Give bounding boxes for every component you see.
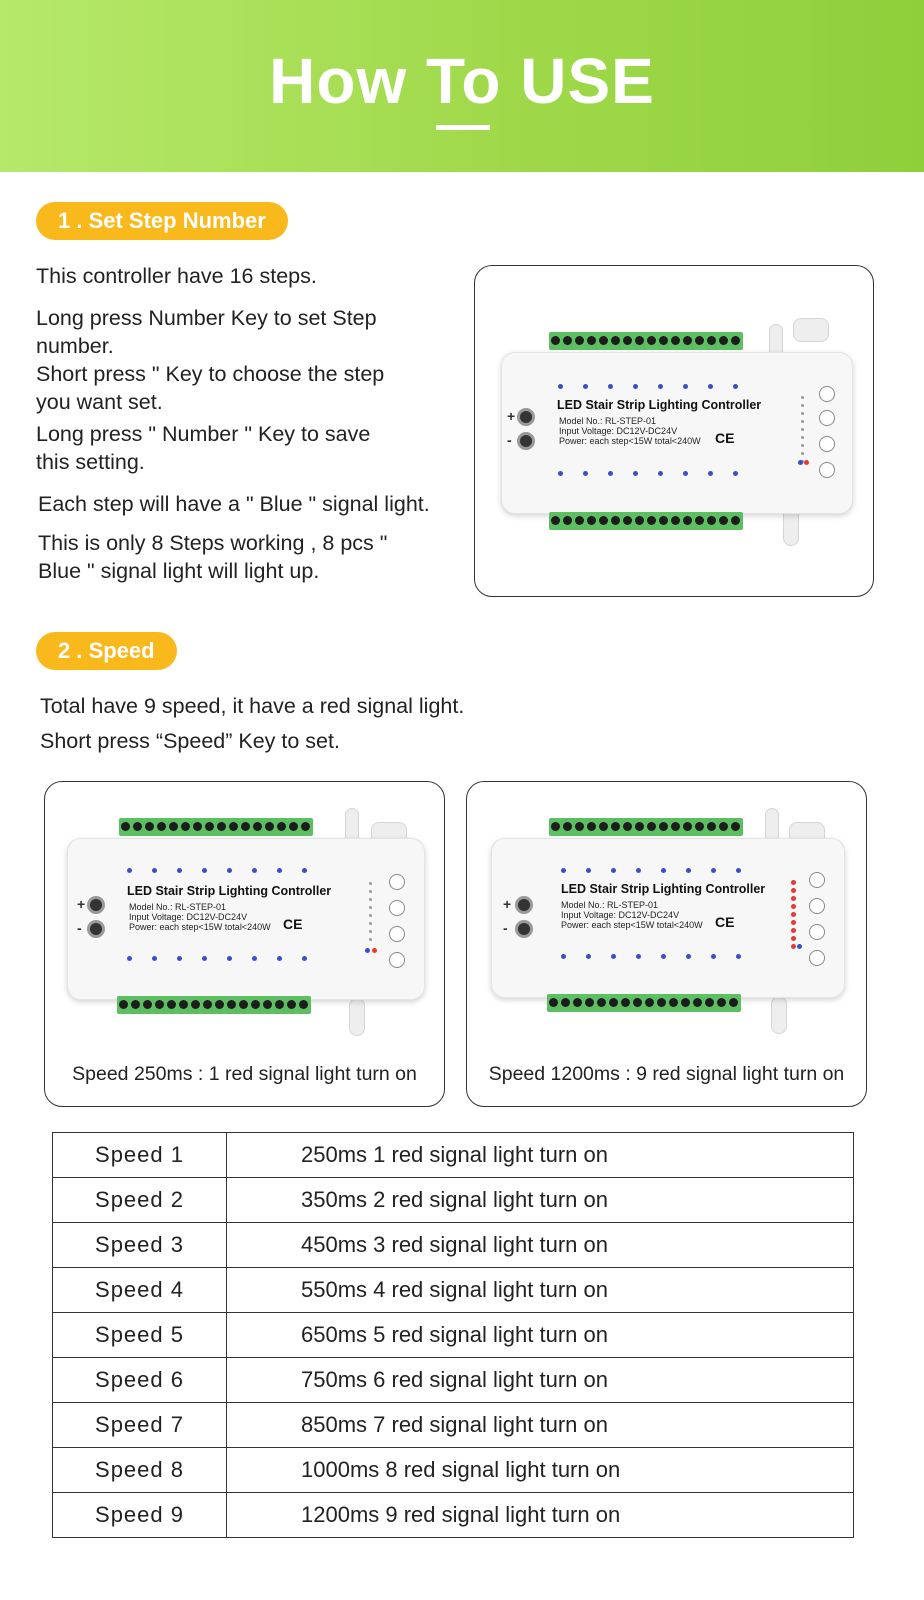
speed-cell: Speed 9 [53,1493,227,1538]
speed-key [809,924,825,940]
device-power: Power: each step<15W total<240W [561,920,703,930]
controller-card-blue-lights [474,265,874,597]
speed-card-250ms [44,781,445,1107]
speed-desc-cell: 250ms 1 red signal light turn on [227,1133,854,1178]
power-knob-icon [517,408,535,426]
table-row [53,1403,854,1448]
step-text-line: number. [36,334,114,358]
table-row [53,1223,854,1268]
device-model: Model No.: RL-STEP-01 [559,416,657,426]
page-title: How To USE [269,45,655,117]
speed-key [389,926,405,942]
table-row [53,1178,854,1223]
power-knob-icon [515,920,533,938]
speed-table [52,1132,854,1538]
step-text-line: Long press " Number " Key to save [36,422,371,446]
number-key [389,952,405,968]
brightness-key [809,872,825,888]
controller-device-image: + - LED Stair Strip Lighting Controller Model No.: RL-STEP-01 Input Voltage: DC12V-DC24V Power: each step<15W total<240W CE [483,808,853,1028]
time-delay-key [389,900,405,916]
step-text-line: This controller have 16 steps. [36,264,317,288]
ce-mark: CE [283,916,303,932]
brightness-key [819,386,835,402]
speed-cell: Speed 5 [53,1313,227,1358]
power-knob-icon [515,896,533,914]
time-delay-key [809,898,825,914]
step-text-line: Long press Number Key to set Step [36,306,377,330]
speed-cell: Speed 4 [53,1268,227,1313]
device-power: Power: each step<15W total<240W [129,922,271,932]
device-voltage: Input Voltage: DC12V-DC24V [129,912,248,922]
speed-cell: Speed 3 [53,1223,227,1268]
device-voltage: Input Voltage: DC12V-DC24V [559,426,678,436]
speed-key [819,436,835,452]
speed-card-1200ms [466,781,867,1107]
speed-desc-cell: 750ms 6 red signal light turn on [227,1358,854,1403]
section-pill-step-number: 1 . Set Step Number [36,202,288,240]
speed-desc-cell: 1200ms 9 red signal light turn on [227,1493,854,1538]
speed-caption-250ms: Speed 250ms : 1 red signal light turn on [72,1063,417,1085]
speed-cell: Speed 6 [53,1358,227,1403]
device-power: Power: each step<15W total<240W [559,436,701,446]
speed-desc-cell: 350ms 2 red signal light turn on [227,1178,854,1223]
power-knob-icon [517,432,535,450]
table-row [53,1313,854,1358]
step-text-line: Blue " signal light will light up. [38,559,320,583]
speed-cell: Speed 7 [53,1403,227,1448]
brightness-key [389,874,405,890]
speed-text-line: Short press “Speed” Key to set. [40,729,340,753]
power-knob-icon [87,896,105,914]
device-voltage: Input Voltage: DC12V-DC24V [561,910,680,920]
table-row [53,1268,854,1313]
speed-cell: Speed 1 [53,1133,227,1178]
speed-desc-cell: 850ms 7 red signal light turn on [227,1403,854,1448]
table-row [53,1493,854,1538]
number-key [819,462,835,478]
device-model: Model No.: RL-STEP-01 [561,900,659,910]
speed-caption-1200ms: Speed 1200ms : 9 red signal light turn on [488,1063,845,1085]
speed-cell: Speed 8 [53,1448,227,1493]
speed-cell: Speed 2 [53,1178,227,1223]
device-model: Model No.: RL-STEP-01 [129,902,227,912]
speed-text-line: Total have 9 speed, it have a red signal light. [40,694,465,718]
speed-desc-cell: 650ms 5 red signal light turn on [227,1313,854,1358]
step-text-line: you want set. [36,390,163,414]
header-banner [0,0,924,172]
section-pill-speed: 2 . Speed [36,632,177,670]
controller-device-image: + - LED Stair Strip Lighting Controller Model No.: RL-STEP-01 Input Voltage: DC12V-DC24V Power: each step<15W total<240W CE [59,808,429,1028]
speed-desc-cell: 1000ms 8 red signal light turn on [227,1448,854,1493]
time-delay-key [819,410,835,426]
step-text-line: Short press " Key to choose the step [36,362,385,386]
ce-mark: CE [715,914,735,930]
device-title: LED Stair Strip Lighting Controller [561,882,766,896]
ce-mark: CE [715,430,735,446]
device-title: LED Stair Strip Lighting Controller [127,884,332,898]
step-text-line: Each step will have a " Blue " signal light. [38,492,430,516]
device-title: LED Stair Strip Lighting Controller [557,398,762,412]
step-text-line: this setting. [36,450,145,474]
number-key [809,950,825,966]
table-row [53,1133,854,1178]
controller-device-image: + - LED Stair Strip Lighting Controller Model No.: RL-STEP-01 Input Voltage: DC12V-DC24V Power: each step<15W total<240W CE [493,324,863,534]
speed-desc-cell: 450ms 3 red signal light turn on [227,1223,854,1268]
speed-desc-cell: 550ms 4 red signal light turn on [227,1268,854,1313]
step-text-line: This is only 8 Steps working , 8 pcs " [38,531,388,555]
power-knob-icon [87,920,105,938]
table-row [53,1358,854,1403]
table-row [53,1448,854,1493]
title-underline [436,125,490,130]
